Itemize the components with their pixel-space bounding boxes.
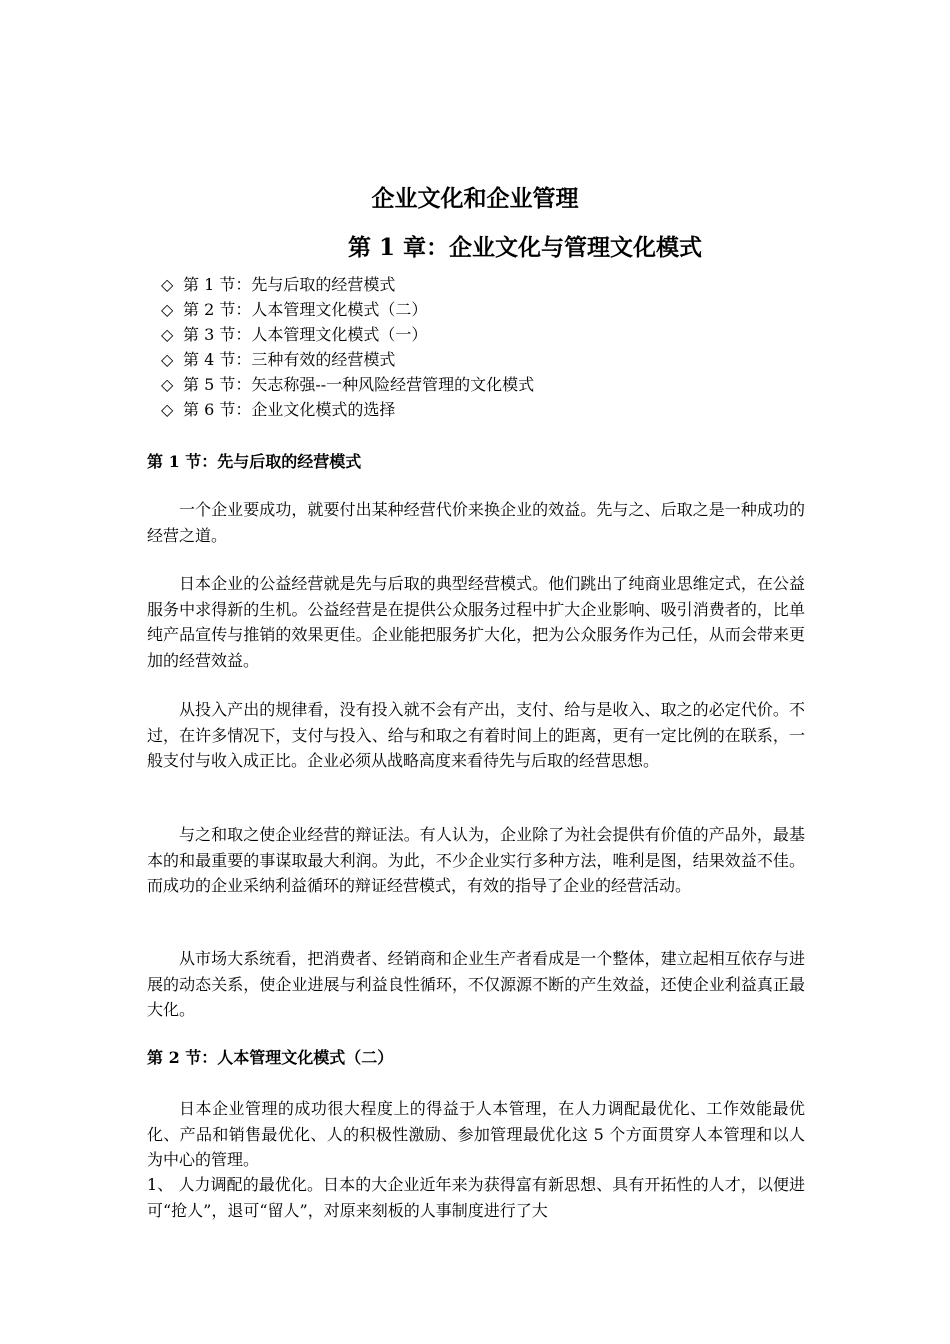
diamond-bullet-icon: ◇ bbox=[161, 400, 174, 419]
section-1-heading: 第 1 节：先与后取的经营模式 bbox=[147, 452, 362, 471]
toc-item-label: 第 6 节：企业文化模式的选择 bbox=[183, 400, 396, 419]
diamond-bullet-icon: ◇ bbox=[161, 375, 174, 394]
toc-item-label: 第 1 节：先与后取的经营模式 bbox=[183, 275, 396, 294]
toc-item[interactable] bbox=[161, 397, 534, 422]
toc-item[interactable] bbox=[161, 372, 534, 397]
diamond-bullet-icon: ◇ bbox=[161, 300, 174, 319]
document-title: 企业文化和企业管理 bbox=[371, 185, 579, 212]
toc-item-label: 第 4 节：三种有效的经营模式 bbox=[183, 350, 396, 369]
toc-item-label: 第 3 节：人本管理文化模式（一） bbox=[183, 325, 428, 344]
toc-item[interactable] bbox=[161, 297, 534, 322]
section-2-list-item: 1、 人力调配的最优化。日本的大企业近年来为获得富有新思想、具有开拓性的人才，以便进可“抢人”，退可“留人”，对原来刻板的人事制度进行了大 bbox=[147, 1175, 805, 1220]
toc-item-label: 第 5 节：矢志称强--一种风险经营管理的文化模式 bbox=[183, 375, 535, 394]
section-1-paragraph: 与之和取之使企业经营的辩证法。有人认为，企业除了为社会提供有价值的产品外，最基本的和最重要的事谋取最大利润。为此，不少企业实行多种方法，唯利是图，结果效益不佳。而成功的企业采纳利益循环的辩证经营模式，有效的指导了企业的经营活动。 bbox=[147, 825, 805, 895]
diamond-bullet-icon: ◇ bbox=[161, 325, 174, 344]
section-1-paragraph: 日本企业的公益经营就是先与后取的典型经营模式。他们跳出了纯商业思维定式，在公益服务中求得新的生机。公益经营是在提供公众服务过程中扩大企业影响、吸引消费者的，比单纯产品宣传与推销的效果更佳。企业能把服务扩大化，把为公众服务作为己任，从而会带来更加的经营效益。 bbox=[147, 574, 805, 670]
table-of-contents bbox=[161, 272, 534, 422]
toc-item-label: 第 2 节：人本管理文化模式（二） bbox=[183, 300, 428, 319]
diamond-bullet-icon: ◇ bbox=[161, 275, 174, 294]
section-1-paragraph: 一个企业要成功，就要付出某种经营代价来换企业的效益。先与之、后取之是一种成功的经营之道。 bbox=[147, 500, 805, 545]
section-1-paragraph: 从投入产出的规律看，没有投入就不会有产出，支付、给与是收入、取之的必定代价。不过，在许多情况下，支付与投入、给与和取之有着时间上的距离，更有一定比例的在联系，一般支付与收入成正比。企业必须从战略高度来看待先与后取的经营思想。 bbox=[147, 700, 805, 770]
toc-item[interactable] bbox=[161, 322, 534, 347]
toc-item[interactable] bbox=[161, 347, 534, 372]
chapter-title: 第 1 章：企业文化与管理文化模式 bbox=[348, 234, 703, 261]
section-2-intro-paragraph: 日本企业管理的成功很大程度上的得益于人本管理，在人力调配最优化、工作效能最优化、产品和销售最优化、人的积极性激励、参加管理最优化这 5 个方面贯穿人本管理和以人为中心的管理。 bbox=[147, 1099, 805, 1169]
section-2-heading: 第 2 节：人本管理文化模式（二） bbox=[147, 1048, 394, 1067]
diamond-bullet-icon: ◇ bbox=[161, 350, 174, 369]
section-1-paragraph: 从市场大系统看，把消费者、经销商和企业生产者看成是一个整体，建立起相互依存与进展的动态关系，使企业进展与利益良性循环，不仅源源不断的产生效益，还使企业利益真正最大化。 bbox=[147, 949, 805, 1019]
toc-item[interactable] bbox=[161, 272, 534, 297]
